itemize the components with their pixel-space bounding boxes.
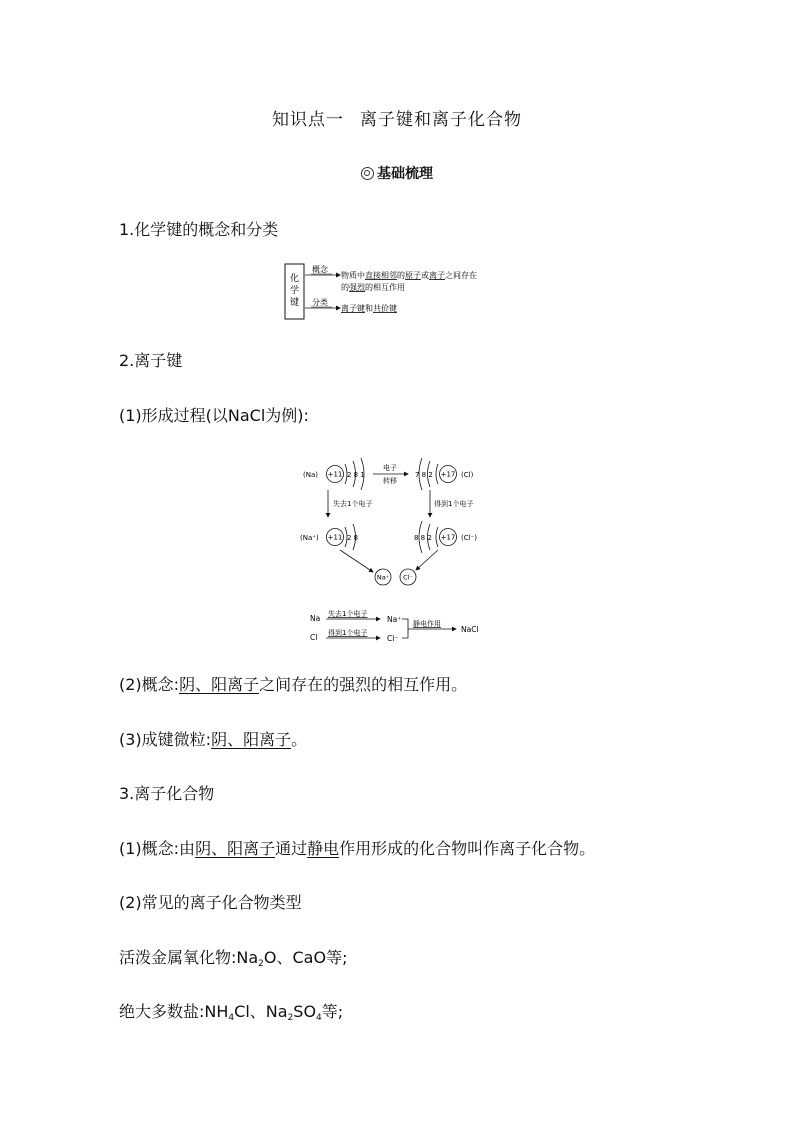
converge-arrow-left [340, 550, 373, 572]
cl-ion-charge: +17 [440, 533, 456, 542]
cl-minus-label: Cl⁻ [403, 573, 413, 582]
spiral-icon [361, 167, 374, 180]
cl-nucleus-charge: +17 [440, 470, 456, 479]
box-char-1: 化 [289, 274, 300, 284]
cl-atom-label: (Cl) [461, 471, 474, 479]
eq-na: Na [310, 614, 321, 623]
na-ion-label: (Na⁺) [300, 534, 319, 542]
box-char-2: 学 [289, 286, 300, 296]
cl-shell-counts: 7 8 2 [415, 471, 433, 479]
eq-cl-minus: Cl⁻ [387, 634, 399, 643]
sub2-answer: 阴、阳离子 [179, 675, 260, 694]
subtitle-text: 基础梳理 [377, 166, 433, 182]
section2-sub3: (3)成键微粒:阴、阳离子。 [119, 730, 308, 749]
sub3-answer: 阴、阳离子 [211, 730, 292, 749]
concept-text-line2: 的强烈的相互作用 [341, 283, 405, 292]
page-title [0, 105, 794, 130]
na-plus-label: Na⁺ [376, 573, 390, 582]
transfer-bottom: 转移 [383, 477, 397, 485]
concept-text-line1: 物质中直接相邻的原子或离子之间存在 [341, 271, 477, 280]
eq-lose: 失去1个电子 [328, 610, 368, 618]
section1-heading: 1.化学键的概念和分类 [119, 220, 279, 239]
nacl-formation-diagram [298, 450, 508, 645]
na-nucleus-charge: +11 [327, 470, 343, 479]
section2-heading: 2.离子键 [119, 351, 183, 370]
na-ion-shell-counts: 2 8 [347, 534, 359, 542]
na-ion-charge: +11 [327, 533, 343, 542]
cl-ion-shell-counts: 8 8 2 [414, 534, 432, 542]
eq-bracket [402, 619, 408, 638]
converge-arrow-right [416, 550, 438, 570]
section3-sub1: (1)概念:由阴、阳离子通过静电作用形成的化合物叫作离子化合物。 [119, 839, 596, 858]
eq-cl: Cl [310, 633, 318, 642]
eq-gain: 得到1个电子 [328, 629, 368, 637]
eq-product: NaCl [461, 625, 479, 634]
box-char-3: 键 [289, 298, 300, 308]
eq-force: 静电作用 [413, 620, 441, 628]
gain-label: 得到1个电子 [434, 500, 474, 508]
cl-shell-1 [436, 464, 438, 484]
eq-na-plus: Na⁺ [387, 615, 402, 624]
section3-sub2: (2)常见的离子化合物类型 [119, 893, 302, 912]
na-atom-label: (Na) [303, 471, 318, 479]
cl-ion-shell-1 [436, 527, 438, 547]
lose-label: 失去1个电子 [333, 500, 373, 508]
transfer-top: 电子 [383, 464, 397, 472]
title-part2: 离子键和离子化合物 [360, 110, 522, 130]
cl-ion-label: (Cl⁻) [461, 534, 477, 542]
na-shell-counts: 2 8 1 [347, 471, 365, 479]
sub1-answer-2: 静电 [307, 839, 340, 858]
section3-heading: 3.离子化合物 [119, 784, 215, 803]
class-label: 分类 [312, 298, 328, 307]
oxides-line: 活泼金属氧化物$:Na_2O$、CaO等; [119, 948, 348, 969]
section2-sub1: (1)形成过程(以NaCl为例): [119, 406, 309, 425]
bond-concept-diagram [284, 262, 524, 322]
subtitle [0, 163, 794, 183]
title-part1: 知识点一 [272, 110, 344, 130]
salts-line: 绝大多数盐$:NH_4Cl$、$Na_2SO_4$等; [119, 1002, 344, 1023]
concept-label: 概念 [312, 265, 328, 274]
class-text: 离子键和共价键 [341, 304, 397, 313]
section2-sub2: (2)概念:阴、阳离子之间存在的强烈的相互作用。 [119, 675, 468, 694]
sub1-answer-1: 阴、阳离子 [195, 839, 276, 858]
